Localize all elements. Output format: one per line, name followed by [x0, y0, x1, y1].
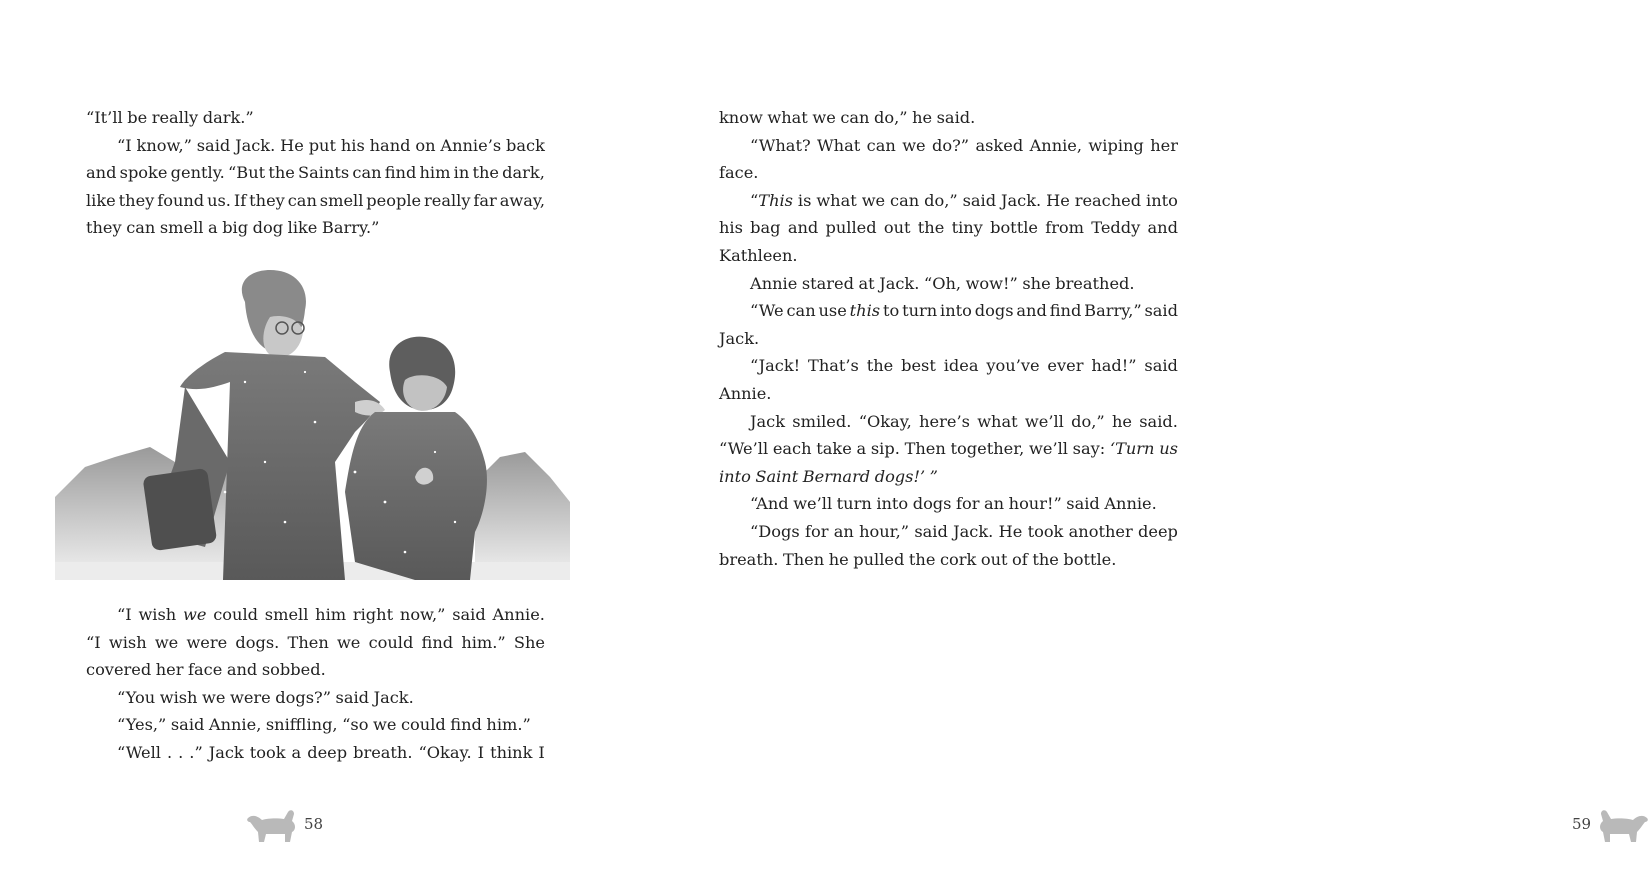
- word: dogs: [974, 301, 1014, 321]
- word: people: [366, 190, 422, 210]
- word: .: [166, 742, 173, 762]
- text-line: [719, 408, 1178, 436]
- word: She: [513, 632, 545, 652]
- word: cork: [939, 549, 977, 569]
- word: smell: [159, 218, 204, 238]
- word: can: [287, 190, 317, 210]
- word: “I: [117, 135, 132, 155]
- text-line: [719, 435, 1178, 463]
- word: Jack.: [953, 521, 994, 541]
- word: we: [336, 632, 361, 652]
- word: we: [183, 605, 207, 624]
- dog-silhouette-icon: [1595, 804, 1651, 844]
- word: What: [817, 135, 861, 155]
- word: the: [1032, 549, 1059, 569]
- word: what: [977, 411, 1018, 431]
- word: an: [984, 494, 1005, 514]
- left-page-folio: [244, 804, 323, 844]
- text-line: [86, 629, 545, 657]
- word: ‘Turn: [1109, 439, 1155, 459]
- text-line: [86, 214, 545, 242]
- word: said: [914, 521, 948, 541]
- word: away,: [499, 190, 545, 210]
- word: Saints: [298, 163, 350, 183]
- word: wish: [159, 687, 198, 707]
- word: had!”: [1091, 356, 1137, 376]
- word: “so: [342, 715, 369, 735]
- word: “This: [750, 190, 793, 210]
- word: the: [908, 549, 936, 569]
- word: her: [1150, 135, 1178, 155]
- word: can: [890, 190, 920, 210]
- right-page-folio: [1572, 804, 1651, 844]
- word: do?”: [932, 135, 970, 155]
- word: idea: [943, 356, 979, 376]
- word: and: [86, 163, 117, 183]
- word: we: [902, 135, 926, 155]
- word: face: [188, 660, 223, 680]
- word: to: [882, 301, 900, 321]
- word: said: [1144, 356, 1178, 376]
- word: dogs.: [235, 632, 280, 652]
- word: Jack: [208, 742, 244, 762]
- word: find: [384, 163, 417, 183]
- word: said: [962, 190, 997, 210]
- word: Then: [287, 632, 329, 652]
- text-line: [86, 132, 545, 160]
- word: the: [472, 163, 499, 183]
- word: can: [352, 163, 382, 183]
- word: pulled: [825, 218, 877, 238]
- word: gently.: [170, 163, 225, 183]
- text-line: [719, 463, 1178, 491]
- word: can: [126, 218, 156, 238]
- word: Saint: [755, 466, 799, 486]
- word: Then: [904, 439, 946, 459]
- word: we: [812, 108, 836, 127]
- text-line: [719, 270, 1178, 298]
- right-page: [632, 0, 1592, 874]
- word: a: [208, 218, 218, 238]
- word: wish: [138, 605, 177, 624]
- word: dogs?”: [275, 687, 332, 707]
- word: said: [196, 135, 231, 155]
- word: said.: [936, 108, 976, 127]
- text-line: [86, 684, 545, 712]
- word: a: [291, 742, 302, 762]
- text-line: [719, 352, 1178, 380]
- word: for: [956, 494, 980, 514]
- word: him.”: [461, 632, 506, 652]
- word: the: [866, 356, 894, 376]
- word: covered: [86, 660, 152, 680]
- word: think: [490, 742, 533, 762]
- text-line: [719, 159, 1178, 187]
- word: Annie’s: [440, 135, 502, 155]
- word: into: [876, 494, 909, 514]
- word: dark.”: [202, 108, 254, 127]
- word: like: [86, 190, 116, 210]
- word: in: [453, 163, 470, 183]
- left-page: [0, 0, 632, 874]
- text-line: [719, 132, 1178, 160]
- word: Jack: [750, 411, 786, 431]
- text-line: [86, 104, 545, 132]
- text-line: [86, 187, 545, 215]
- word: Kathleen.: [719, 245, 798, 265]
- word: said: [1144, 301, 1178, 321]
- word: him.”: [486, 715, 531, 735]
- word: .: [178, 742, 184, 762]
- word: pulled: [853, 549, 905, 569]
- word: from: [1045, 218, 1085, 238]
- word: “We’ll: [719, 439, 769, 459]
- word: dark,: [502, 163, 545, 183]
- word: “What?: [750, 135, 811, 155]
- word: said: [452, 605, 486, 624]
- word: her: [155, 660, 184, 680]
- text-line: [86, 739, 545, 767]
- word: “But: [228, 163, 266, 183]
- text-line: [86, 159, 545, 187]
- word: another: [1068, 521, 1133, 541]
- word: we: [861, 190, 886, 210]
- word: and: [787, 218, 819, 238]
- word: the: [268, 163, 295, 183]
- word: of: [1012, 549, 1028, 569]
- word: do,”: [1071, 411, 1105, 431]
- word: into: [1146, 190, 1178, 210]
- word: He: [998, 521, 1023, 541]
- word: face.: [719, 163, 759, 183]
- word: him: [419, 163, 451, 183]
- word: like: [287, 218, 318, 238]
- word: dog: [252, 218, 284, 238]
- text-line: [719, 518, 1178, 546]
- word: right: [352, 605, 394, 624]
- word: be: [127, 108, 148, 127]
- text-line: [719, 214, 1178, 242]
- text-line: [719, 380, 1178, 408]
- word: Jack.: [1001, 190, 1042, 210]
- word: sobbed.: [261, 660, 326, 680]
- word: turn: [836, 494, 872, 514]
- word: stared: [801, 273, 854, 293]
- word: Then: [782, 549, 825, 569]
- word: said: [1066, 494, 1100, 514]
- word: on: [415, 135, 436, 155]
- word: breath.: [719, 549, 779, 569]
- word: know: [719, 108, 763, 127]
- word: what: [816, 190, 857, 210]
- text-line: [719, 325, 1178, 353]
- text-line: [86, 711, 545, 739]
- word: find: [421, 632, 454, 652]
- word: we: [202, 687, 226, 707]
- word: bag: [750, 218, 781, 238]
- word: for: [804, 521, 829, 541]
- text-line: [719, 297, 1178, 325]
- word: here’s: [919, 411, 970, 431]
- page-number: 58: [304, 815, 324, 833]
- word: find: [1049, 301, 1082, 321]
- word: dogs!’: [874, 466, 926, 486]
- word: Jack.: [235, 135, 276, 155]
- word: bottle.: [1063, 549, 1117, 569]
- word: back: [506, 135, 545, 155]
- word: is: [797, 190, 812, 210]
- word: were: [229, 687, 271, 707]
- dog-silhouette-icon: [244, 804, 300, 844]
- word: Teddy: [1091, 218, 1141, 238]
- word: she: [1022, 273, 1051, 293]
- word: we’ll: [1029, 439, 1068, 459]
- word: “Yes,”: [117, 715, 167, 735]
- word: “We: [750, 301, 784, 321]
- word: wow!”: [965, 273, 1018, 293]
- word: spoke: [119, 163, 168, 183]
- word: his: [719, 218, 743, 238]
- word: say:: [1072, 439, 1106, 459]
- word: into: [719, 466, 751, 486]
- word: he: [912, 108, 933, 127]
- word: big: [222, 218, 249, 238]
- word: put: [308, 135, 336, 155]
- word: can: [866, 135, 896, 155]
- word: at: [858, 273, 875, 293]
- word: can: [840, 108, 870, 127]
- word: found: [157, 190, 205, 210]
- word: Barry,”: [1084, 301, 1142, 321]
- word: we: [154, 632, 179, 652]
- word: “Dogs: [750, 521, 800, 541]
- word: dogs: [912, 494, 952, 514]
- word: can: [786, 301, 816, 321]
- word: ever: [1047, 356, 1084, 376]
- text-line: [719, 546, 1178, 574]
- word: hour,”: [859, 521, 910, 541]
- word: “Okay.: [418, 742, 472, 762]
- word: hour!”: [1008, 494, 1062, 514]
- word: asked: [975, 135, 1024, 155]
- word: sip.: [870, 439, 900, 459]
- word: deep: [307, 742, 348, 762]
- word: breath.: [353, 742, 413, 762]
- word: use: [818, 301, 847, 321]
- word: they: [118, 190, 155, 210]
- word: each: [772, 439, 812, 459]
- word: “I: [117, 605, 132, 624]
- word: best: [901, 356, 936, 376]
- word: “I: [86, 632, 101, 652]
- word: Jack.: [719, 328, 760, 348]
- word: him: [315, 605, 347, 624]
- word: were: [186, 632, 228, 652]
- word: Jack.: [373, 687, 414, 707]
- word: and: [1016, 301, 1047, 321]
- text-line: [719, 187, 1178, 215]
- word: could: [368, 632, 414, 652]
- word: us.: [207, 190, 231, 210]
- word: could: [213, 605, 258, 624]
- word: ”: [929, 466, 938, 486]
- word: breathed.: [1055, 273, 1135, 293]
- word: “And: [750, 494, 789, 514]
- word: out: [980, 549, 1008, 569]
- word: the: [917, 218, 945, 238]
- word: really: [424, 190, 471, 210]
- word: sniffling,: [265, 715, 338, 735]
- word: I: [538, 742, 545, 762]
- word: far: [473, 190, 497, 210]
- word: took: [1027, 521, 1064, 541]
- word: “Oh,: [923, 273, 962, 293]
- word: into: [940, 301, 972, 321]
- word: said: [335, 687, 370, 707]
- word: “Okay,: [858, 411, 912, 431]
- text-line: [86, 656, 545, 684]
- word: he: [828, 549, 849, 569]
- word: said: [170, 715, 205, 735]
- word: “Jack!: [750, 356, 801, 376]
- word: his: [340, 135, 365, 155]
- word: they: [249, 190, 285, 210]
- word: a: [856, 439, 867, 459]
- word: Annie: [750, 273, 798, 293]
- word: That’s: [808, 356, 859, 376]
- word: Annie.: [1104, 494, 1157, 514]
- word: wiping: [1088, 135, 1144, 155]
- word: he: [1111, 411, 1132, 431]
- word: take: [816, 439, 852, 459]
- word: out: [883, 218, 911, 238]
- word: you’ve: [986, 356, 1040, 376]
- word: Annie,: [1029, 135, 1083, 155]
- word: turn: [902, 301, 938, 321]
- word: together,: [950, 439, 1025, 459]
- word: we: [372, 715, 397, 735]
- word: He: [1046, 190, 1070, 210]
- text-line: [719, 104, 1178, 132]
- word: took: [249, 742, 286, 762]
- left-page-bottom-text: [86, 601, 545, 767]
- right-page-text: [719, 104, 1178, 573]
- word: “It’ll: [86, 108, 123, 127]
- word: reached: [1074, 190, 1142, 210]
- word: tiny: [951, 218, 983, 238]
- word: smiled.: [792, 411, 852, 431]
- word: Annie.: [492, 605, 545, 624]
- page-number: 59: [1572, 815, 1592, 833]
- left-page-top-text: [86, 104, 545, 242]
- word: this: [849, 301, 881, 321]
- word: wish: [108, 632, 147, 652]
- word: Annie,: [208, 715, 262, 735]
- word: we’ll: [1024, 411, 1064, 431]
- word: Bernard: [802, 466, 871, 486]
- annie-figure: [142, 270, 385, 580]
- word: If: [233, 190, 247, 210]
- word: and: [1147, 218, 1178, 238]
- word: could: [400, 715, 446, 735]
- word: hand: [369, 135, 411, 155]
- word: said.: [1139, 411, 1178, 431]
- word: and: [226, 660, 258, 680]
- word: find: [450, 715, 482, 735]
- word: deep: [1138, 521, 1178, 541]
- word: Barry.”: [321, 218, 380, 238]
- word: smell: [264, 605, 309, 624]
- jack-figure: [345, 337, 487, 580]
- word: “Well: [117, 742, 161, 762]
- word: Annie.: [719, 383, 772, 403]
- word: I: [477, 742, 485, 762]
- text-line: [719, 490, 1178, 518]
- word: .”: [189, 742, 203, 762]
- word: smell: [319, 190, 364, 210]
- illustration-annie-and-jack-in-snow: [55, 262, 570, 580]
- word: do,”: [874, 108, 908, 127]
- word: do,”: [924, 190, 958, 210]
- word: really: [151, 108, 199, 127]
- word: us: [1159, 439, 1178, 459]
- word: bottle: [990, 218, 1038, 238]
- text-line: [719, 242, 1178, 270]
- word: know,”: [136, 135, 192, 155]
- word: “You: [117, 687, 156, 707]
- word: we’ll: [793, 494, 833, 514]
- word: they: [86, 218, 122, 238]
- word: now,”: [399, 605, 446, 624]
- word: what: [767, 108, 808, 127]
- word: He: [280, 135, 304, 155]
- text-line: [86, 601, 545, 629]
- word: an: [833, 521, 854, 541]
- word: Jack.: [879, 273, 920, 293]
